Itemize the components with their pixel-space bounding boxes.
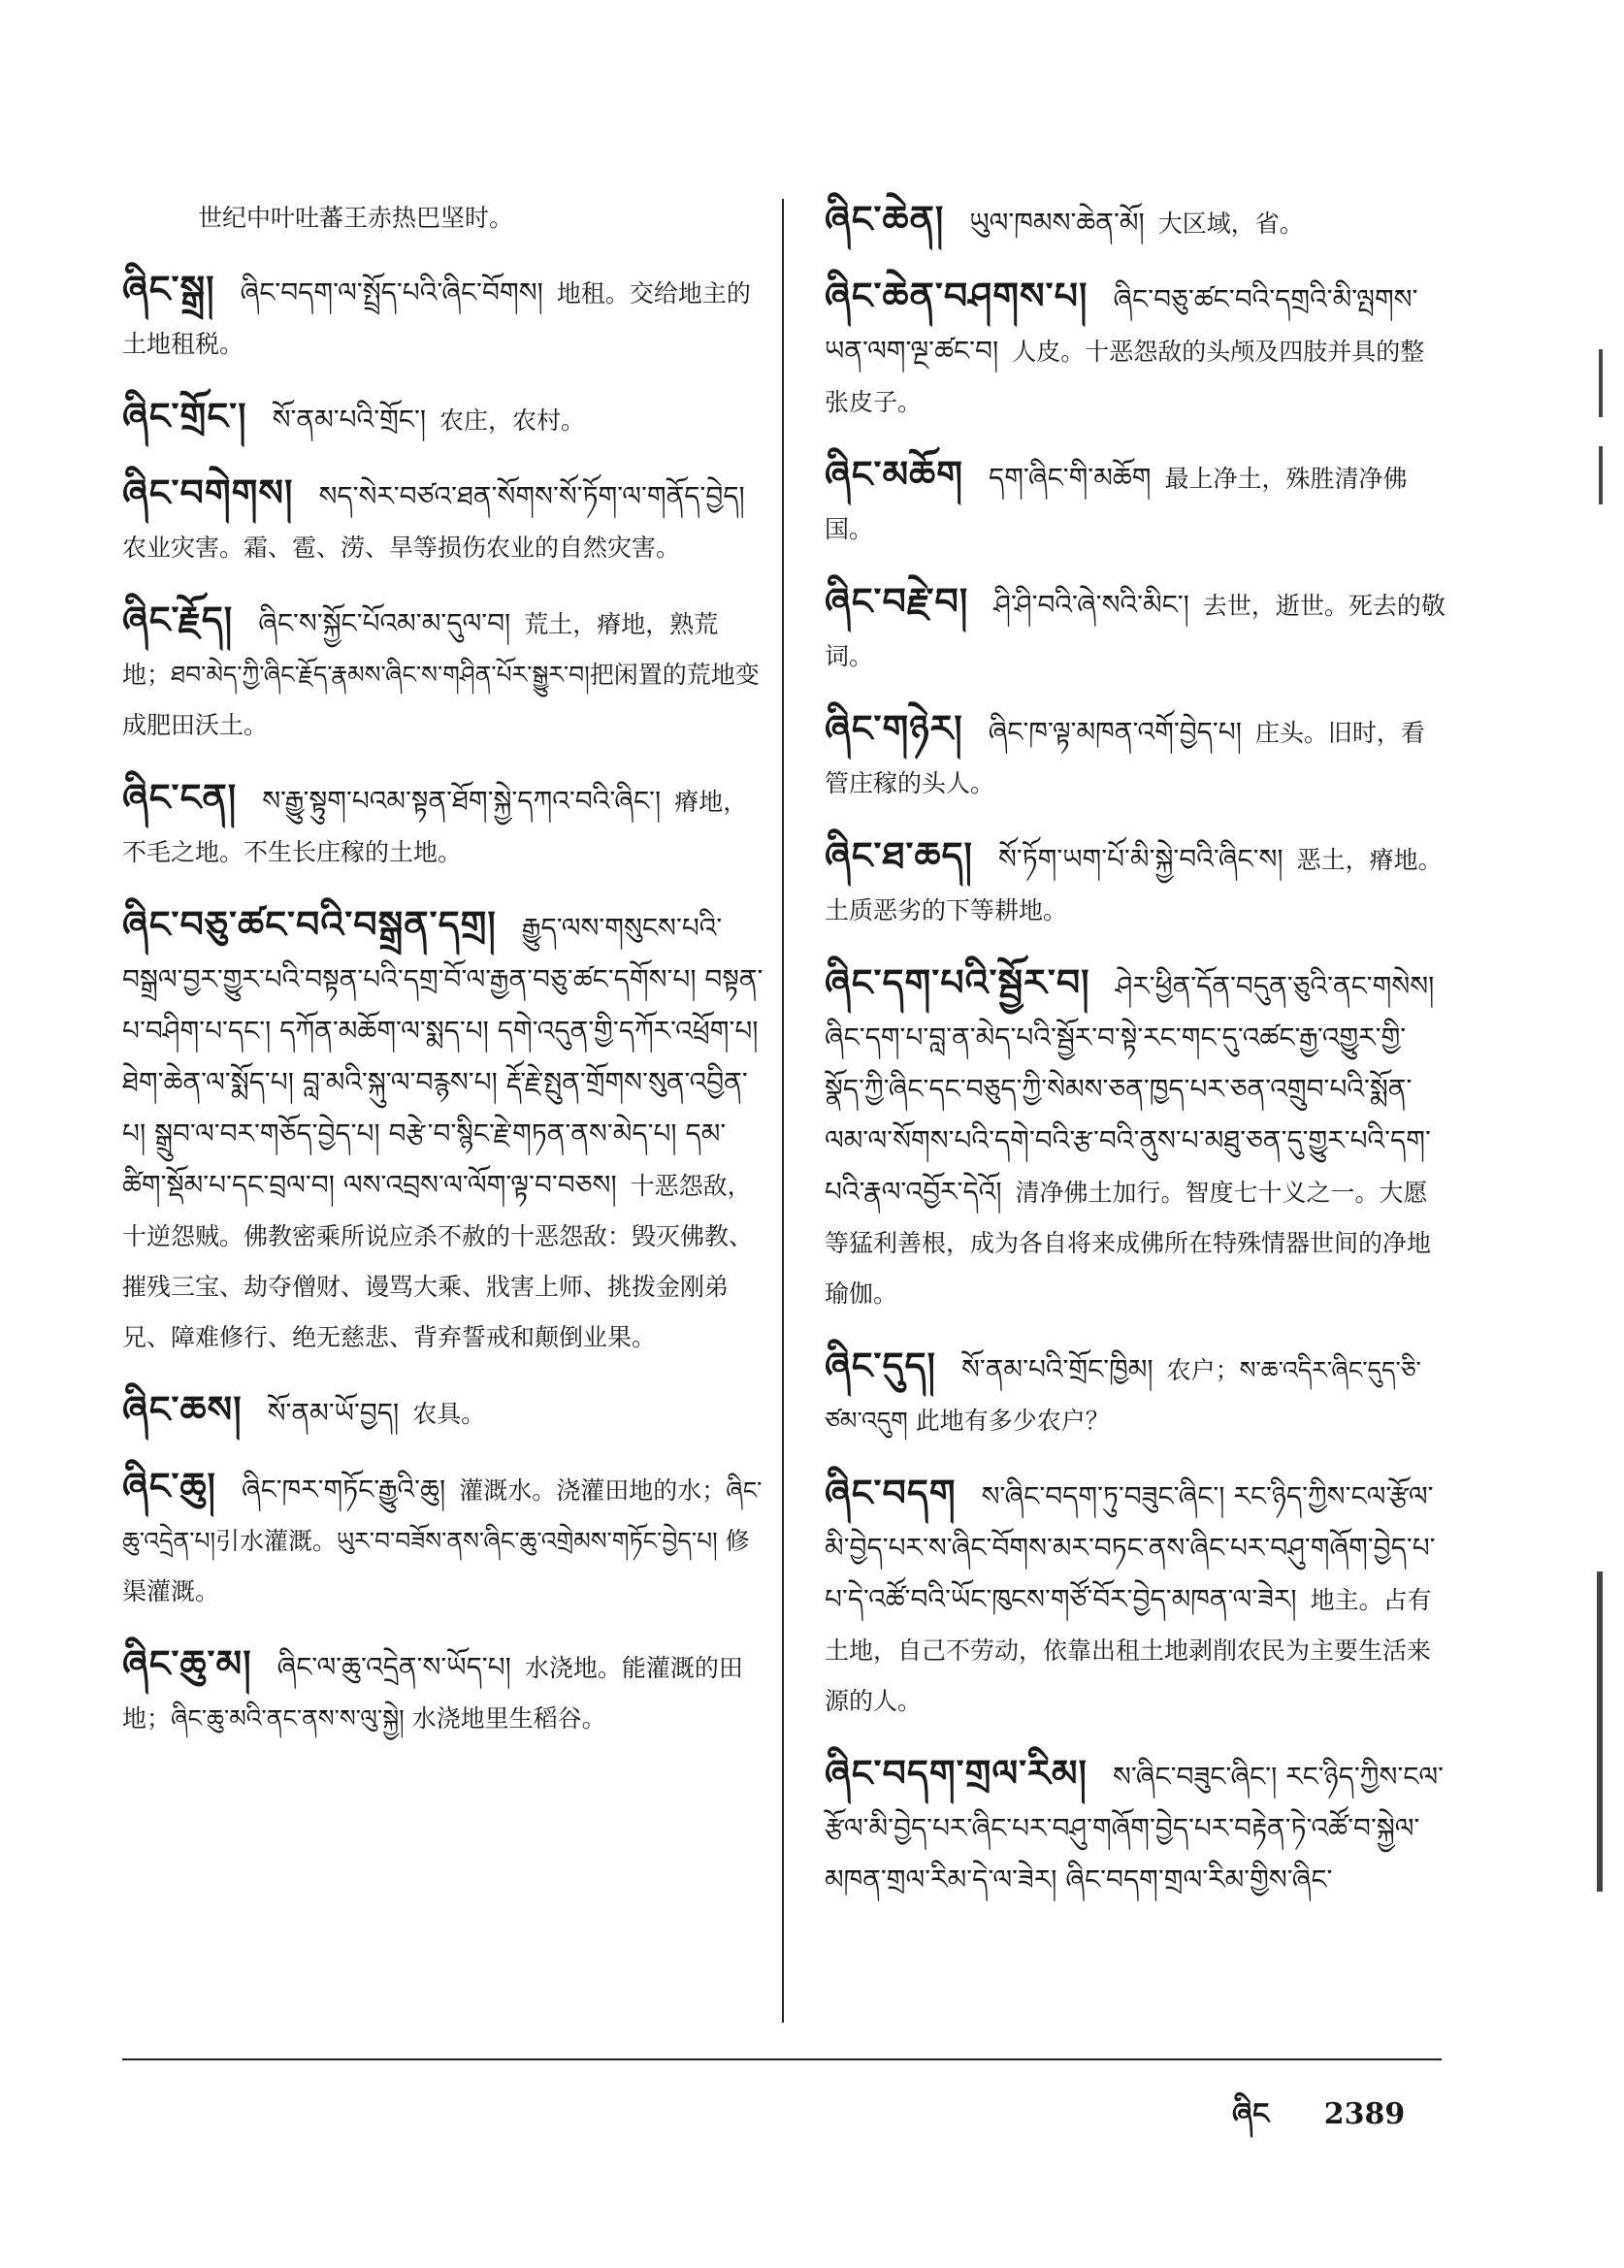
entry-definition-tibetan: ཞིང་ས་སྐྱོང་པོའམ་མ་དུལ་བ། [258, 607, 511, 639]
entry-headword: ཞིང་མཆོག [825, 452, 963, 496]
entry-definition-chinese: 最上净土，殊胜清净佛国。 [825, 465, 1408, 543]
dictionary-entry [122, 391, 766, 446]
entry-headword: ཞིང་བགེགས། [122, 470, 294, 514]
entry-definition-tibetan: ཤི་ཤི་བའི་ཞེ་སའི་མིང་། [993, 589, 1189, 621]
entry-definition-tibetan: ས་ཞིང་བདག་ཏུ་བཟུང་ཞིང་། རང་ཉིད་ཀྱིས་ངལ་རྩོལ་མི་བྱེད་པར་ས་ཞིང་བོགས་མར་བཏང་ནས་ཞིང་པར་བཤུ་གཞོག་བྱེད་པ་པ་དེ་འཚོ་བའི་ཡོང་ཁུངས་གཙོ་བོར་བྱེད་མཁན་ལ་ཟེར། [825, 1480, 1436, 1615]
entry-definition-chinese: 地租。交给地主的土地租税。 [122, 279, 751, 358]
dictionary-entry [122, 264, 766, 370]
entry-headword: ཞིང་གཉེར། [825, 706, 963, 750]
entry-headword: ཞིང་ཆུ་མ། [122, 1641, 252, 1685]
entry-definition-tibetan: སད་སེར་བཙའ་ཐན་སོགས་སོ་ཏོག་ལ་གནོད་བྱེད། [318, 480, 745, 512]
running-head: ཞིང [1232, 2097, 1270, 2131]
entry-headword: ཞིང་བཅུ་ཚང་བའི་བསྒྲན་དགྲ། [122, 902, 497, 946]
dictionary-entry [825, 1468, 1445, 1727]
dictionary-entry [825, 957, 1445, 1319]
dictionary-entry [122, 468, 766, 573]
entry-definition-chinese: 庄头。旧时，看管庄稼的头人。 [825, 719, 1425, 797]
entry-definition-tibetan: ས་ཞིང་བཟུང་ཞིང་། རང་ཉིད་ཀྱིས་ངལ་རྩོལ་མི་བྱེད་པར་ཞིང་པར་བཤུ་གཞོག་བྱེད་པར་བརྟེན་ཏེ་འཚོ་བ་སྐྱེལ་མཁན་གྲལ་རིམ་དེ་ལ་ཟེར། ཞིང་བདག་གྲལ་རིམ་གྱིས་ཞིང་ [825, 1761, 1445, 1895]
dictionary-entry [825, 703, 1445, 809]
dictionary-entry [825, 271, 1445, 428]
entry-definition-chinese: 农庄，农村。 [439, 406, 586, 435]
footer-rule [122, 2058, 1442, 2060]
entry-definition-tibetan: ཡུལ་ཁམས་ཆེན་མོ། [969, 207, 1145, 239]
entry-definition-chinese: 人皮。十恶怨敌的头颅及四肢并具的整张皮子。 [825, 338, 1425, 416]
entry-definition-tibetan: སོ་ནམ་པའི་གྲོང་། [272, 404, 427, 436]
entry-headword: ཞིང་དུད། [825, 1344, 936, 1387]
entry-definition-chinese: 去世，逝世。死去的敬词。 [825, 592, 1445, 670]
entry-definition-chinese: 农业灾害。霜、雹、涝、旱等损伤农业的自然灾害。 [122, 534, 681, 562]
dictionary-entry [122, 1638, 766, 1744]
entry-headword: ཞིང་ཆེན། [825, 197, 945, 241]
dictionary-entry [825, 194, 1445, 249]
dictionary-entry [122, 1384, 766, 1440]
entry-headword: ཞིང་དག་པའི་སྦྱོར་བ། [825, 960, 1090, 1004]
entry-headword: ཞིང་ཆས། [122, 1387, 243, 1431]
entry-definition-tibetan: སོ་ནམ་ཡོ་བྱད། [267, 1397, 400, 1429]
dictionary-entry [825, 1341, 1445, 1446]
dictionary-entry [825, 1748, 1445, 1906]
entry-headword: ཞིང་གྲོང་། [122, 394, 247, 437]
page-footer [1232, 2082, 1449, 2163]
entry-headword: ཞིང་ངན། [122, 775, 238, 819]
page-right-column [825, 194, 1445, 1928]
entry-definition-tibetan: ཞིང་ཁ་ལྟ་མཁན་འགོ་བྱེད་པ། [988, 716, 1242, 748]
entry-definition-chinese: 农具。 [412, 1400, 486, 1428]
dictionary-entry [825, 576, 1445, 682]
entry-definition-tibetan: སོ་ནམ་པའི་གྲོང་ཁྱིམ། [960, 1353, 1153, 1385]
entry-headword: ཞིང་བརྗེ་བ། [825, 579, 969, 623]
entry-definition-tibetan: རྒྱུད་ལས་གསུངས་པའི་བསྒྲལ་བྱར་གྱུར་པའི་བསྟན་པའི་དགྲ་བོ་ལ་རྒྱན་བཅུ་ཚང་དགོས་པ། བསྟན་པ་བཤིག་པ་དང་། དཀོན་མཆོག་ལ་སྨད་པ། དགེ་འདུན་གྱི་དཀོར་འཕྲོག་པ། ཐེག་ཆེན་ལ་སྨོད་པ། བླ་མའི་སྐུ་ལ་བརྙས་པ། རྡོ་རྗེ་སྤུན་གྲོགས་སུན་འབྱིན་པ། སྒྲུབ་ལ་བར་གཅོད་བྱེད་པ། བརྩེ་བ་སྙིང་རྗེ་གཏན་ནས་མེད་པ། དམ་ཚིག་སྡོམ་པ་དང་བྲལ་བ། ལས་འབྲས་ལ་ལོག་ལྟ་བ་བཅས། [122, 912, 763, 1201]
entry-definition-chinese: 荒土，瘠地，熟荒地；ཐབ་མེད་ཀྱི་ཞིང་རྗོད་རྣམས་ཞིང་ས་གཤིན་པོར་སྒྱུར་བ།把闲置的荒地变成肥田沃土。 [122, 610, 760, 739]
dictionary-entry [825, 449, 1445, 555]
dictionary-entry [122, 595, 766, 751]
entry-definition-tibetan: དག་ཞིང་གི་མཆོག [989, 462, 1152, 494]
entry-definition-tibetan: ཞིང་བཅུ་ཚང་བའི་དགྲའི་མི་ལྤགས་ཡན་ལག་ལྔ་ཚང་བ། [825, 283, 1418, 367]
entry-headword: ཞིང་རྗོད། [122, 598, 234, 641]
entry-definition-tibetan: ཞིང་ལ་ཆུ་འདྲེན་ས་ཡོད་པ། [276, 1651, 511, 1683]
scan-edge-mark [1599, 349, 1603, 417]
entry-headword: ཞིང་སྒྲ། [122, 267, 215, 310]
entry-definition-tibetan: ཞིང་ཁར་གཏོང་རྒྱུའི་ཆུ། [242, 1474, 446, 1506]
dictionary-entry [122, 899, 766, 1363]
entry-headword: ཞིང་བདག [825, 1471, 957, 1514]
entry-headword: ཞིང་བདག་གྲལ་རིམ། [825, 1751, 1088, 1795]
entry-definition-chinese: 清净佛土加行。智度七十义之一。大愿等猛利善根，成为各自将来成佛所在特殊情器世间的净地瑜伽。 [825, 1179, 1432, 1308]
page-number: 2389 [1323, 2097, 1406, 2131]
entry-headword: ཞིང་ཆེན་བཤགས་པ། [825, 274, 1088, 317]
right-entries [825, 194, 1445, 1906]
entry-definition-chinese: 大区域，省。 [1157, 210, 1304, 238]
dictionary-entry [825, 830, 1445, 936]
entry-headword: ཞིང་ཐ་ཆད། [825, 833, 973, 877]
scan-edge-mark [1599, 446, 1603, 504]
column-divider [782, 199, 784, 2023]
page-left-column [122, 194, 766, 1766]
entry-definition-tibetan: ཞིང་བདག་ལ་སྤྲོད་པའི་ཞིང་བོགས། [240, 276, 543, 308]
entry-definition-tibetan: ཤེར་ཕྱིན་དོན་བདུན་ཅུའི་ནང་གསེས། ཞིང་དག་པ་བླ་ན་མེད་པའི་སྦྱོར་བ་སྟེ་རང་གང་དུ་འཚང་རྒྱ་འགྱུར་གྱི་སྣོད་ཀྱི་ཞིང་དང་བཅུད་ཀྱི་སེམས་ཅན་ཁྱད་པར་ཅན་འགྲུབ་པའི་སྨོན་ལམ་ལ་སོགས་པའི་དགེ་བའི་རྩ་བའི་ནུས་པ་མཐུ་ཅན་དུ་གྱུར་པའི་དག་པའི་རྣལ་འབྱོར་དེའོ། [825, 970, 1435, 1208]
entry-definition-tibetan: ས་རྒྱུ་སྟུག་པའམ་སྟན་ཐོག་སྐྱེ་དཀའ་བའི་ཞིང་། [262, 785, 662, 817]
dictionary-entry [122, 1461, 766, 1617]
dictionary-entry [122, 772, 766, 878]
entry-definition-chinese: 水浇地。能灌溉的田地；ཞིང་ཆུ་མའི་ནང་ནས་ས་ལུ་སྐྱེ། 水浇地里生稻谷。 [122, 1654, 743, 1733]
left-entries [122, 264, 766, 1744]
entry-definition-chinese: 农户；ས་ཆ་འདིར་ཞིང་དུད་ཅི་ཙམ་འདུག 此地有多少农户？ [825, 1356, 1421, 1435]
entry-definition-chinese: 瘠地，不毛之地。不生长庄稼的土地。 [122, 788, 748, 866]
entry-definition-tibetan: སོ་ཏོག་ཡག་པོ་མི་སྐྱེ་བའི་ཞིང་ས། [997, 843, 1283, 875]
entry-definition-chinese: 十恶怨敌，十逆怨贼。佛教密乘所说应杀不赦的十恶怨敌：毁灭佛教、摧残三宝、劫夺僧财、谩骂大乘、戕害上师、挑拨金刚弟兄、障难修行、绝无慈悲、背弃誓戒和颠倒业果。 [122, 1172, 754, 1351]
continuation-text: 世纪中叶吐蕃王赤热巴坚时。 [198, 204, 514, 232]
entry-definition-chinese: 地主。占有土地，自己不劳动，依靠出租土地剥削农民为主要生活来源的人。 [825, 1586, 1432, 1715]
scan-edge-mark [1597, 1571, 1603, 1892]
entry-definition-chinese: 灌溉水。浇灌田地的水；ཞིང་ཆུ་འདྲེན་པ།引水灌溉。ཡུར་བ་བཟོས་ནས་ཞིང་ཆུ་འགྲེམས་གཏོང་བྱེད་པ། 修渠灌溉。 [122, 1476, 763, 1605]
entry-headword: ཞིང་ཆུ། [122, 1464, 216, 1507]
entry-definition-chinese: 恶土，瘠地。土质恶劣的下等耕地。 [825, 846, 1443, 924]
